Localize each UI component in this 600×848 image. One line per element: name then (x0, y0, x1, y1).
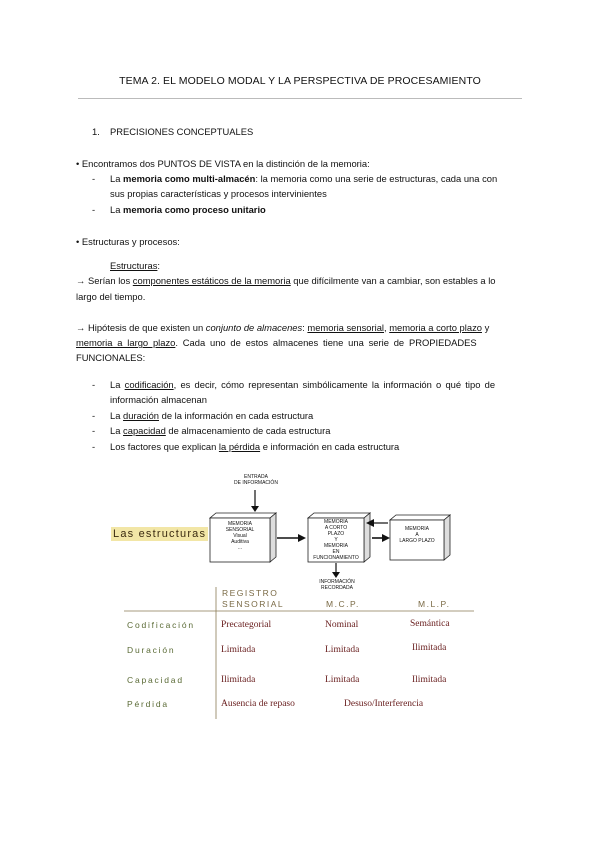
text: Los factores que explican (110, 441, 219, 452)
table-cell: Limitada (325, 675, 360, 685)
list-item (110, 204, 266, 215)
text: MEMORIA (405, 526, 429, 532)
text: Visual (233, 533, 247, 539)
text: La (110, 410, 124, 421)
text: La (110, 204, 124, 215)
list-item (110, 379, 495, 390)
table-cell: Nominal (325, 620, 359, 630)
page-title: TEMA 2. EL MODELO MODAL Y LA PERSPECTIVA DE PROCESAMIENTO (119, 75, 481, 87)
table-cell: Precategorial (221, 620, 272, 630)
underlined-term: Estructuras (110, 260, 158, 271)
text: RECORDADA (321, 585, 353, 591)
arrow-head-icon (382, 534, 390, 542)
text: INFORMACIÓN (319, 579, 355, 585)
estructuras-line (76, 275, 496, 286)
underlined-term: memoria sensorial (307, 322, 384, 333)
text: → Hipótesis de que existen un (76, 322, 206, 333)
column-header-mcp: M.C.P. (326, 599, 360, 609)
dash: - (92, 379, 96, 390)
text: que difícilmente van a cambiar, son estables a lo (290, 275, 496, 286)
row-label-duracion: Duración (127, 645, 176, 655)
box2-top (308, 513, 370, 518)
dash: - (92, 410, 96, 421)
table-cell: Limitada (325, 645, 360, 655)
text: A CORTO (324, 525, 348, 531)
text: ENTRADA (244, 474, 268, 480)
row-label-perdida: Pérdida (127, 699, 169, 709)
table-cell: Desuso/Interferencia (344, 699, 424, 709)
underlined-term: componentes estáticos de la memoria (132, 275, 291, 286)
list-item (110, 441, 399, 452)
text: La (110, 379, 125, 390)
arrow-head-icon (332, 572, 340, 578)
box1-side (270, 513, 276, 562)
text: de almacenamiento de cada estructura (165, 425, 331, 436)
text: LARGO PLAZO (399, 538, 435, 544)
dash: - (92, 204, 96, 215)
text: MEMORIA (228, 521, 252, 527)
list-item (110, 410, 313, 421)
underlined-term: capacidad (123, 425, 166, 436)
text: SENSORIAL (222, 599, 285, 609)
table-cell: Ilimitada (412, 643, 447, 653)
hipotesis-line (76, 322, 489, 333)
table-cell: Limitada (221, 645, 256, 655)
box1-top (210, 513, 276, 518)
box-mlp-label (390, 526, 444, 544)
text: MEMORIA (324, 519, 348, 525)
row-label-capacidad: Capacidad (127, 675, 184, 685)
box3-side (444, 515, 450, 560)
section-number: 1. (92, 126, 100, 137)
box-mcp-label (305, 519, 367, 561)
text: DE INFORMACIÓN (234, 480, 278, 486)
text: e información en cada estructura (260, 441, 400, 452)
bold-term: memoria como multi-almacén (123, 173, 256, 184)
box3-top (390, 515, 450, 520)
text: PLAZO (327, 531, 345, 537)
text: MEMORIA (324, 543, 348, 549)
column-header-mlp: M.L.P. (418, 599, 451, 609)
box-sensorial-label (212, 521, 268, 551)
underlined-term: la pérdida (218, 441, 261, 452)
table-cell: Ilimitada (221, 675, 256, 685)
table-cell: Semántica (410, 619, 450, 629)
hipotesis-line-3: FUNCIONALES: (76, 352, 146, 363)
table-cell: Ilimitada (412, 675, 447, 685)
title-divider (78, 98, 522, 99)
estructuras-heading (110, 260, 160, 271)
text: : la memoria como una serie de estructuras, cada una con (255, 173, 498, 184)
estructuras-label: Las estructuras (113, 528, 207, 540)
text: , es decir, cómo representan simbólicamente la información o qué tipo de (173, 379, 496, 390)
text: La (110, 173, 124, 184)
text: ... (237, 545, 243, 551)
text: de la información en cada estructura (159, 410, 314, 421)
text: Auditiva (231, 539, 249, 545)
text: : (302, 322, 308, 333)
text: SENSORIAL (225, 527, 255, 533)
list-item (110, 425, 330, 436)
text: Y (334, 537, 338, 543)
table-cell: Ausencia de repaso (221, 699, 295, 709)
text: y (481, 322, 490, 333)
text: A (415, 532, 419, 538)
text: EN (332, 549, 340, 555)
bullet-estructuras-procesos: • Estructuras y procesos: (76, 236, 180, 247)
underlined-term: codificación (124, 379, 174, 390)
table-lines (120, 585, 480, 725)
text: → Serían los (76, 275, 133, 286)
dash: - (92, 441, 96, 452)
underlined-term: duración (123, 410, 160, 421)
text: , (384, 322, 390, 333)
list-item-continuation: sus propias características y procesos intervinientes (110, 188, 327, 199)
list-item-continuation: información almacenan (110, 394, 207, 405)
list-item (110, 173, 497, 184)
arrow-head-icon (251, 506, 259, 512)
text: : (157, 260, 161, 271)
text: REGISTRO (222, 588, 279, 598)
underlined-term: memoria a corto plazo (389, 322, 482, 333)
row-label-codificacion: Codificación (127, 620, 195, 630)
text: FUNCIONAMIENTO (313, 555, 359, 561)
hipotesis-line-2 (76, 337, 477, 348)
estructuras-line-2: largo del tiempo. (76, 291, 146, 302)
bold-term: memoria como proceso unitario (123, 204, 266, 215)
text: La (110, 425, 124, 436)
section-heading: PRECISIONES CONCEPTUALES (110, 126, 254, 137)
dash: - (92, 173, 96, 184)
italic-term: conjunto de almacenes (205, 322, 303, 333)
dash: - (92, 425, 96, 436)
text: . Cada uno de estos almacenes tiene una serie de PROPIEDADES (175, 337, 477, 348)
underlined-term: memoria a largo plazo (76, 337, 176, 348)
bullet-puntos-de-vista: • Encontramos dos PUNTOS DE VISTA en la distinción de la memoria: (76, 158, 370, 169)
